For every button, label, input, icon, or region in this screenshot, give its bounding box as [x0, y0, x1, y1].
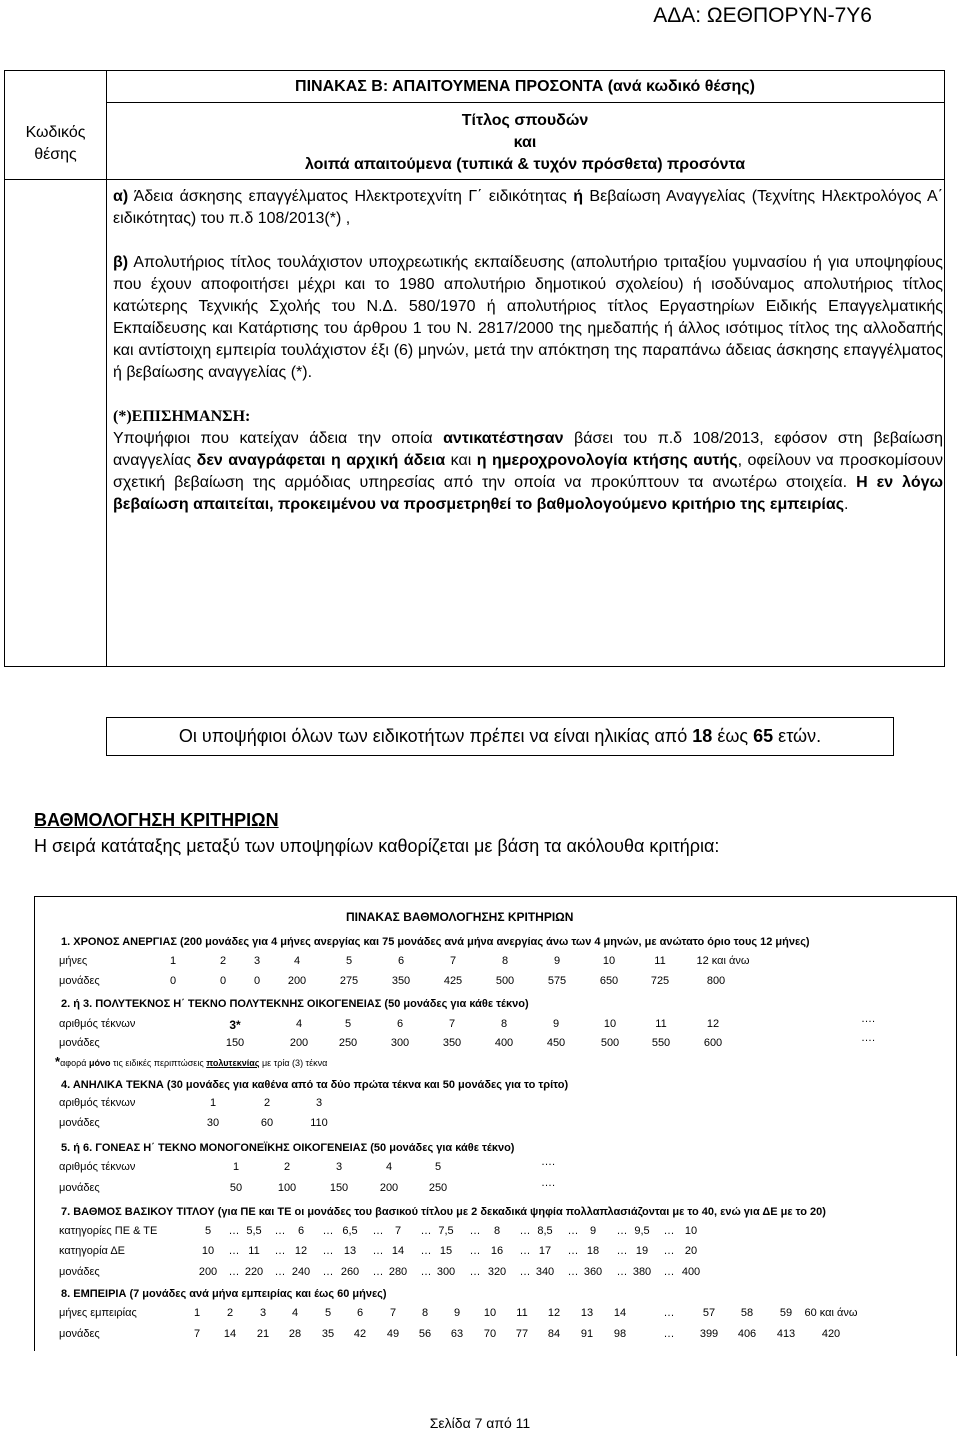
table-cell: 7	[394, 1225, 402, 1237]
item-b: β) Απολυτήριος τίτλος τουλάχιστον υποχρεωτικής εκπαίδευσης (απολυτήριο τριταξίου γυμνασίου ή για υποψηφίους που έχουν αποφοιτήσει μέχρι και το 1980 απολυτήριο δημοτικού σχολείου) ή ισοδύναμος απολυτήριος τίτλος κατώτερης Τεχνικής Σχολής του Ν.Δ. 580/1970 ή απολυτήριος τίτλος Εργαστηρίων Ειδικής Επαγγελματικής Εκπαίδευσης και Κατάρτισης του άρθρου 1 του Ν. 2817/2000 της ημεδαπής ή άλλος ισότιμος τίτλος της αλλοδαπής και αντίστοιχη εμπειρία τουλάχιστον έξι (6) μηνών, μετά την απόκτηση της παραπάνω άδειας άσκησης επαγγέλματος ή βεβαίωσης αναγγελίας (*).	[113, 254, 943, 381]
row-label: μονάδες	[59, 975, 100, 987]
table-cell: 350	[442, 1037, 462, 1049]
table-cell: 10	[603, 1018, 617, 1030]
table-cell: …	[567, 1225, 579, 1237]
table-cell: 5	[434, 1161, 442, 1173]
table-cell: …	[567, 1245, 579, 1257]
table-cell: 14	[223, 1328, 237, 1340]
table-cell: 5	[345, 955, 353, 967]
section-title: 5. ή 6. ΓΟΝΕΑΣ Η΄ ΤΕΚΝΟ ΜΟΝΟΓΟΝΕΪΚΗΣ ΟΙΚΟΓΕΝΕΙΑΣ (50 μονάδες για κάθε τέκνο)	[61, 1142, 515, 1154]
row-label: κατηγορία ΔΕ	[59, 1245, 125, 1257]
scoring-table	[34, 896, 957, 1351]
table-cell: 8,5	[537, 1225, 553, 1237]
table-cell: 14	[391, 1245, 405, 1257]
table-cell: 2	[283, 1161, 291, 1173]
table-cell: 2	[219, 955, 227, 967]
table-cell: 14	[613, 1307, 627, 1319]
table-cell: 98	[613, 1328, 627, 1340]
table-cell: 340	[535, 1266, 555, 1278]
table-cell: 42	[353, 1328, 367, 1340]
section-title: 1. ΧΡΟΝΟΣ ΑΝΕΡΓΙΑΣ (200 μονάδες για 4 μήνες ανεργίας και 75 μονάδες ανά μήνα ανεργίας άνω των 4 μηνών, με ανώτατο όριο τους 12 μήνες)	[61, 936, 810, 948]
table-cell: 5,5	[246, 1225, 262, 1237]
table-cell: …	[469, 1266, 481, 1278]
table-cell: 12	[547, 1307, 561, 1319]
ada-code: ΑΔΑ: ΩΕΘΠΟΡΥΝ-7Υ6	[653, 4, 872, 27]
table-cell: …	[663, 1225, 675, 1237]
table-cell: 8	[500, 1018, 508, 1030]
table-cell: 260	[340, 1266, 360, 1278]
table-cell: 5	[344, 1018, 352, 1030]
footnote: *αφορά μόνο τις ειδικές περιπτώσεις πολυτεκνίας με τρία (3) τέκνα	[55, 1054, 328, 1069]
table-cell: 49	[386, 1328, 400, 1340]
table-cell: 17	[538, 1245, 552, 1257]
table-cell: 8	[501, 955, 509, 967]
table-cell: 1	[169, 955, 177, 967]
table-cell: …	[616, 1266, 628, 1278]
scoring-table-title: ΠΙΝΑΚΑΣ ΒΑΘΜΟΛΟΓΗΣΗΣ ΚΡΙΤΗΡΙΩΝ	[346, 910, 574, 924]
table-cell: 300	[390, 1037, 410, 1049]
item-a: α) Άδεια άσκησης επαγγέλματος Ηλεκτροτεχνίτη Γ΄ ειδικότητας ή Βεβαίωση Αναγγελίας (Τεχνίτης Ηλεκτρολόγος Α΄ ειδικότητας) του π.δ 108/2013(*) ,	[113, 188, 944, 227]
table-cell: 77	[515, 1328, 529, 1340]
table-cell: …	[420, 1225, 432, 1237]
table-cell: 200	[379, 1182, 399, 1194]
table-cell: …	[663, 1245, 675, 1257]
table-cell: 11	[654, 955, 666, 967]
table-cell: …	[372, 1225, 384, 1237]
table-cell: 7,5	[438, 1225, 454, 1237]
table-cell: …	[469, 1245, 481, 1257]
table-cell: 1	[193, 1307, 201, 1319]
ellipsis: ….	[541, 1156, 556, 1168]
table-cell: 7	[449, 955, 457, 967]
ellipsis: ….	[861, 1013, 876, 1025]
table-cell: 250	[428, 1182, 448, 1194]
table-cell: 0	[219, 975, 227, 987]
table-cell: 84	[547, 1328, 561, 1340]
table-cell: 30	[206, 1117, 220, 1129]
table-cell: 50	[229, 1182, 243, 1194]
table-cell: …	[274, 1225, 286, 1237]
table-cell: 70	[483, 1328, 497, 1340]
table-cell: 399	[699, 1328, 719, 1340]
table-cell: 57	[702, 1307, 716, 1319]
table-cell: …	[274, 1266, 286, 1278]
table-cell: 4	[385, 1161, 393, 1173]
table-cell: 35	[321, 1328, 335, 1340]
table-cell: 100	[277, 1182, 297, 1194]
table-cell: …	[616, 1225, 628, 1237]
note-heading: (*)ΕΠΙΣΗΜΑΝΣΗ:	[113, 408, 251, 425]
section-title: 4. ΑΝΗΛΙΚΑ ΤΕΚΝΑ (30 μονάδες για καθένα από τα δύο πρώτα τέκνα και 50 μονάδες για το τρίτο)	[61, 1079, 569, 1091]
table-cell: …	[663, 1266, 675, 1278]
table-cell: 60 και άνω	[804, 1307, 858, 1319]
ellipsis: ….	[541, 1177, 556, 1189]
table-cell: 9	[589, 1225, 597, 1237]
table-cell: 91	[580, 1328, 594, 1340]
table-cell: …	[372, 1266, 384, 1278]
table-border	[956, 897, 957, 1356]
table-cell: 425	[443, 975, 463, 987]
table-cell: 725	[650, 975, 670, 987]
table-cell: 18	[586, 1245, 600, 1257]
table-cell: 0	[253, 975, 261, 987]
table-cell: 600	[703, 1037, 723, 1049]
table-cell: …	[372, 1245, 384, 1257]
table-cell: 320	[487, 1266, 507, 1278]
table-cell: …	[420, 1266, 432, 1278]
table-cell: 400	[681, 1266, 701, 1278]
table-cell: 10	[602, 955, 616, 967]
row-label: μονάδες	[59, 1037, 100, 1049]
table-cell: 5	[324, 1307, 332, 1319]
table-cell: 21	[256, 1328, 270, 1340]
row-label: αριθμός τέκνων	[59, 1018, 136, 1030]
table-cell: 2	[226, 1307, 234, 1319]
table-cell: 360	[583, 1266, 603, 1278]
table-cell: 150	[329, 1182, 349, 1194]
table-b-title: ΠΙΝΑΚΑΣ Β: ΑΠΑΙΤΟΥΜΕΝΑ ΠΡΟΣΟΝΤΑ (ανά κωδικό θέσης)	[295, 78, 755, 95]
table-cell: 8	[493, 1225, 501, 1237]
table-cell: 9,5	[634, 1225, 650, 1237]
section-title: 8. ΕΜΠΕΙΡΙΑ (7 μονάδες ανά μήνα εμπειρίας και έως 60 μήνες)	[61, 1288, 387, 1300]
table-cell: 500	[495, 975, 515, 987]
table-cell: 500	[600, 1037, 620, 1049]
table-cell: 2	[263, 1097, 271, 1109]
table-cell: 56	[418, 1328, 432, 1340]
table-cell: 19	[635, 1245, 649, 1257]
criteria-heading: ΒΑΘΜΟΛΟΓΗΣΗ ΚΡΙΤΗΡΙΩΝ	[34, 810, 279, 830]
table-cell: 4	[295, 1018, 303, 1030]
table-cell: 110	[310, 1117, 328, 1129]
table-cell: 3	[335, 1161, 343, 1173]
row-label: κατηγορίες ΠΕ & ΤΕ	[59, 1225, 158, 1237]
table-cell: 4	[293, 955, 301, 967]
table-cell: 240	[291, 1266, 311, 1278]
table-cell: 11	[655, 1018, 667, 1030]
note-text: Υποψήφιοι που κατείχαν άδεια την οποία αντικατέστησαν βάσει του π.δ 108/2013, εφόσον στη βεβαίωση αναγγελίας δεν αναγράφεται η αρχική άδεια και η ημεροχρονολογία κτήσης αυτής, οφείλουν να προσκομίσουν σχετική βεβαίωση της αρμόδιας υπηρεσίας από την οποία να προκύπτουν τα ανωτέρω στοιχεία. Η εν λόγω βεβαίωση απαιτείται, προκειμένου να προσμετρηθεί το βαθμολογούμενο κριτήριο της εμπειρίας.	[113, 430, 944, 513]
table-cell: 3	[253, 955, 261, 967]
table-cell: 10	[684, 1225, 698, 1237]
section-title: 2. ή 3. ΠΟΛΥΤΕΚΝΟΣ Η΄ ΤΕΚΝΟ ΠΟΛΥΤΕΚΝΗΣ ΟΙΚΟΓΕΝΕΙΑΣ (50 μονάδες για κάθε τέκνο)	[61, 998, 529, 1010]
table-cell: …	[519, 1225, 531, 1237]
table-cell: 5	[204, 1225, 212, 1237]
table-cell: 1	[209, 1097, 217, 1109]
table-cell: …	[322, 1266, 334, 1278]
table-cell: 7	[389, 1307, 397, 1319]
table-cell: 20	[684, 1245, 698, 1257]
table-cell: 1	[232, 1161, 240, 1173]
table-cell: 11	[516, 1307, 528, 1319]
table-cell: 7	[448, 1018, 456, 1030]
table-cell: 12	[294, 1245, 308, 1257]
table-cell: 15	[439, 1245, 453, 1257]
row-label: μήνες εμπειρίας	[59, 1307, 137, 1319]
table-cell: 13	[580, 1307, 594, 1319]
table-cell: 550	[651, 1037, 671, 1049]
table-cell: 280	[388, 1266, 408, 1278]
table-cell: 6,5	[342, 1225, 358, 1237]
table-cell: 0	[169, 975, 177, 987]
table-cell: 450	[546, 1037, 566, 1049]
row-label: μονάδες	[59, 1117, 100, 1129]
row-label: μονάδες	[59, 1266, 100, 1278]
table-cell: 800	[706, 975, 726, 987]
table-cell: 650	[599, 975, 619, 987]
qualifications-header: Τίτλος σπουδών και λοιπά απαιτούμενα (τυπικά & τυχόν πρόσθετα) προσόντα	[304, 112, 746, 173]
table-cell: 400	[494, 1037, 514, 1049]
table-cell: 250	[338, 1037, 358, 1049]
table-cell: …	[469, 1225, 481, 1237]
table-cell: 380	[632, 1266, 652, 1278]
table-cell: 9	[553, 955, 561, 967]
table-cell: 150	[225, 1037, 245, 1049]
table-cell: 58	[740, 1307, 754, 1319]
table-cell: 60	[260, 1117, 274, 1129]
ellipsis: ….	[861, 1032, 876, 1044]
table-cell: 200	[198, 1266, 218, 1278]
table-cell: 28	[288, 1328, 302, 1340]
table-cell: …	[519, 1245, 531, 1257]
table-cell: 6	[396, 1018, 404, 1030]
row-label: αριθμός τέκνων	[59, 1161, 136, 1173]
table-cell: …	[274, 1245, 286, 1257]
table-cell: …	[322, 1245, 334, 1257]
criteria-subtitle: Η σειρά κατάταξης μεταξύ των υποψηφίων καθορίζεται με βάση τα ακόλουθα κριτήρια:	[34, 836, 720, 856]
table-cell: …	[616, 1245, 628, 1257]
table-cell: 10	[201, 1245, 215, 1257]
table-cell: 13	[343, 1245, 357, 1257]
table-divider	[106, 102, 944, 103]
table-cell: 4	[291, 1307, 299, 1319]
table-cell: 406	[737, 1328, 757, 1340]
table-cell: 7	[193, 1328, 201, 1340]
table-cell: 200	[289, 1037, 309, 1049]
age-requirement-box: Οι υποψήφιοι όλων των ειδικοτήτων πρέπει να είναι ηλικίας από 18 έως 65 ετών.	[106, 717, 894, 756]
table-cell: 6	[356, 1307, 364, 1319]
table-cell: 63	[450, 1328, 464, 1340]
table-cell: 11	[248, 1245, 260, 1257]
table-cell: 350	[391, 975, 411, 987]
table-cell: 6	[397, 955, 405, 967]
table-cell: 12 και άνω	[696, 955, 750, 967]
table-cell: …	[228, 1245, 240, 1257]
table-cell: 200	[287, 975, 307, 987]
table-cell: …	[567, 1266, 579, 1278]
table-cell: …	[228, 1225, 240, 1237]
table-cell: 10	[483, 1307, 497, 1319]
table-cell: 9	[552, 1018, 560, 1030]
page-number: Σελίδα 7 από 11	[429, 1415, 531, 1431]
table-cell: 12	[706, 1018, 720, 1030]
section-title: 7. ΒΑΘΜΟΣ ΒΑΣΙΚΟΥ ΤΙΤΛΟΥ (για ΠΕ και ΤΕ οι μονάδες του βασικού τίτλου με 2 δεκαδικά ψηφία πολλαπλασιάζονται με το 40, ενώ για ΔΕ με το 20)	[61, 1206, 826, 1218]
table-cell: 3	[315, 1097, 323, 1109]
table-cell: …	[663, 1307, 675, 1319]
row-label: μονάδες	[59, 1328, 100, 1340]
table-cell: …	[420, 1245, 432, 1257]
table-cell: 413	[776, 1328, 796, 1340]
table-cell: …	[228, 1266, 240, 1278]
table-cell: …	[322, 1225, 334, 1237]
table-cell: 3	[259, 1307, 267, 1319]
table-cell: 275	[339, 975, 359, 987]
table-cell: 6	[297, 1225, 305, 1237]
table-cell: 420	[821, 1328, 841, 1340]
row-label: μονάδες	[59, 1182, 100, 1194]
table-divider	[5, 179, 944, 180]
table-b-required-qualifications	[4, 70, 945, 667]
table-cell: 3*	[229, 1018, 241, 1032]
table-cell: 300	[436, 1266, 456, 1278]
table-cell: 575	[547, 975, 567, 987]
row-label: μήνες	[59, 955, 88, 967]
table-cell: 16	[490, 1245, 504, 1257]
table-cell: …	[663, 1328, 675, 1340]
table-cell: 59	[779, 1307, 793, 1319]
row-label: αριθμός τέκνων	[59, 1097, 136, 1109]
table-cell: 9	[453, 1307, 461, 1319]
table-cell: 220	[244, 1266, 264, 1278]
table-cell: 8	[421, 1307, 429, 1319]
table-cell: …	[519, 1266, 531, 1278]
position-code-header: Κωδικός θέσης	[25, 124, 86, 163]
qualifications-body	[113, 186, 943, 516]
